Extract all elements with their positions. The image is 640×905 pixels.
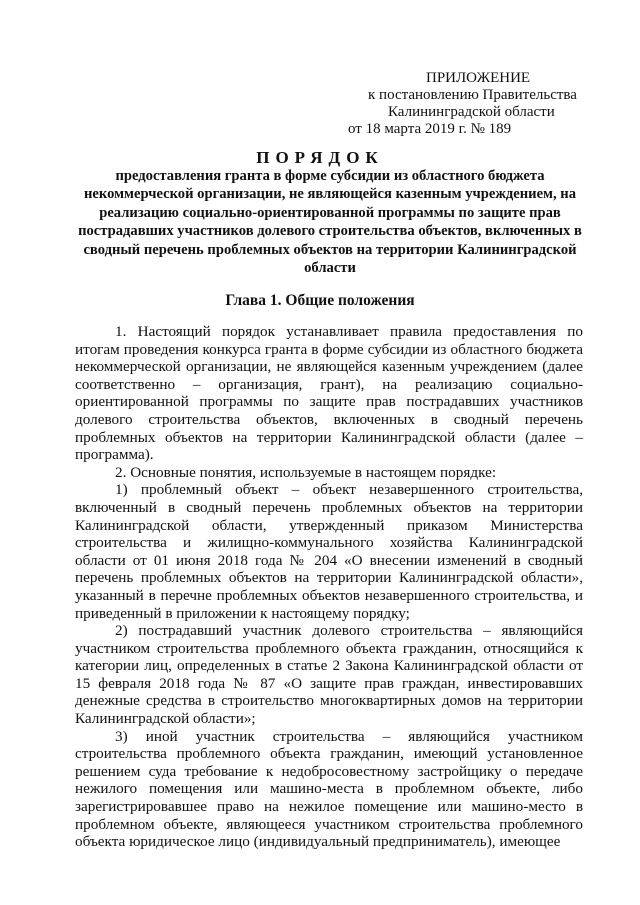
paragraph: 2) пострадавший участник долевого строительства – являющийся участником строительства проблемного объекта гражданин, относящийся к категории лиц, определенных в статье 2 Закона Калининградской области от 15 февраля 2018 года № 87 «О защите прав граждан, инвестировавших денежные средства в строительство многоквартирных домов на территории Калининградской области»;: [75, 622, 583, 728]
document-title: ПОРЯДОК: [256, 148, 384, 167]
approval-header: [340, 70, 600, 138]
chapter-heading: Глава 1. Общие положения: [225, 292, 415, 309]
decree-reference: к постановлению Правительства: [368, 87, 577, 103]
decree-date-number: от 18 марта 2019 г. № 189: [348, 121, 512, 137]
region-name: Калининградской области: [388, 104, 555, 120]
paragraph: 3) иной участник строительства – являющийся участником строительства проблемного объекта гражданин, имеющий установленное решением суда требование к недобросовестному застройщику о передаче нежилого помещения или машино-места в проблемном объекте, либо зарегистрировавшее право на нежилое помещение или машино-место в проблемном объекте, являющееся участником строительства проблемного объекта юридическое лицо (индивидуальный предприниматель), имеющее: [75, 727, 583, 851]
paragraph: 1. Настоящий порядок устанавливает правила предоставления по итогам проведения конкурса гранта в форме субсидии из областного бюджета некоммерческой организации, не являющейся казенным учреждением (далее соответственно – организация, грант), на реализацию социально-ориентированной программы по защите прав пострадавших участников долевого строительства объектов, включенных в сводный перечень проблемных объектов на территории Калининградской области (далее – программа).: [75, 323, 583, 464]
body-text: [75, 323, 583, 851]
document-subtitle: предоставления гранта в форме субсидии из областного бюджета некоммерческой организации, не являющейся казенным учреждением, на реализацию социально-ориентированной программы по защите прав пострадавших участников долевого строительства объектов, включенных в сводный перечень проблемных объектов на территории Калининградской области: [78, 168, 582, 277]
paragraph: 1) проблемный объект – объект незавершенного строительства, включенный в сводный перечень проблемных объектов на территории Калининградской области, утвержденный приказом Министерства строительства и жилищно-коммунального хозяйства Калининградской области от 01 июня 2018 года № 204 «О внесении изменений в сводный перечень проблемных объектов на территории Калининградской области», указанный в перечне проблемных объектов незавершенного строительства, и приведенный в приложении к настоящему порядку;: [75, 481, 583, 622]
paragraph: 2. Основные понятия, используемые в настоящем порядке:: [115, 463, 497, 481]
appendix-title: ПРИЛОЖЕНИЕ: [426, 70, 531, 86]
